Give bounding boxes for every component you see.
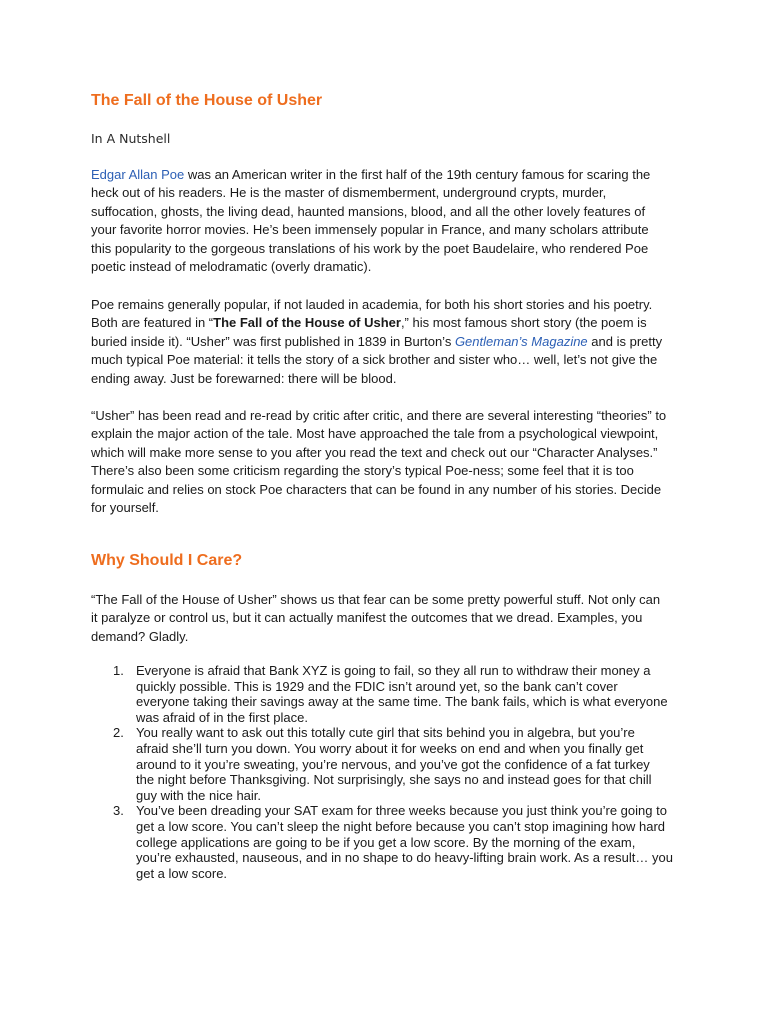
list-item (91, 663, 691, 725)
paragraph-intro (91, 166, 681, 276)
story-title-bold: The Fall of the House of Usher (213, 315, 401, 331)
paragraph-line: Poe remains generally popular, if not lauded in academia, for both his short stories and his poetry. (91, 297, 653, 312)
paragraph-line: which will make more sense to you after you read the text and check out our “Character Analyses.” (91, 444, 658, 460)
list-line: you’re exhausted, nauseous, and in no shape to do heavy-lifting brain work. As a result… you (136, 850, 673, 866)
list-line: the night before Thanksgiving. Not surprisingly, she says no and instead goes for that chill (136, 772, 652, 788)
paragraph-line: your favorite horror movies. He’s been immensely popular in France, and many scholars attribute (91, 222, 649, 238)
examples-list (91, 663, 691, 881)
list-line: around to it you’re sweating, you’re nervous, and you’ve got the confidence of a fat turkey (136, 756, 650, 772)
page-title: The Fall of the House of Usher (91, 92, 323, 109)
list-line: guy with the nice hair. (136, 787, 262, 803)
paragraph-line: it paralyze or control us, but it can actually manifest the outcomes that we dread. Examples, you (91, 610, 643, 626)
paragraph-line: There’s also been some criticism regarding the story’s typical Poe-ness; some feel that it is too (91, 463, 634, 479)
list-line: Everyone is afraid that Bank XYZ is going to fail, so they all run to withdraw their money a (136, 663, 651, 678)
paragraph-line: “Usher” has been read and re-read by critic after critic, and there are several interesting “theories” to (91, 408, 667, 423)
list-line: You really want to ask out this totally cute girl that sits behind you in algebra, but you’re (136, 725, 635, 741)
list-line: college applications are going to be if you get a low score. By the morning of the exam, (136, 834, 636, 850)
list-number: 1. (113, 663, 124, 678)
section-heading-nutshell: In A Nutshell (91, 131, 171, 146)
list-line: You’ve been dreading your SAT exam for three weeks because you just think you’re going to (136, 803, 667, 819)
paragraph-line: much typical Poe material: it tells the story of a sick brother and sister who… well, let’s not give the (91, 352, 658, 368)
poe-link[interactable]: Edgar Allan Poe (91, 167, 185, 182)
list-line: get a low score. You can’t sleep the night before because you can’t stop imagining how hard (136, 818, 666, 834)
paragraph-line: Edgar Allan Poe was an American writer in the first half of the 19th century famous for scaring the (91, 167, 651, 182)
paragraph-line: ending away. Just be forewarned: there will be blood. (91, 370, 397, 386)
paragraph-line: demand? Gladly. (91, 628, 189, 644)
paragraph-line: “The Fall of the House of Usher” shows us that fear can be some pretty powerful stuff. Not only can (91, 592, 661, 607)
paragraph-popularity (91, 296, 681, 388)
paragraph-line: explain the major action of the tale. Most have approached the tale from a psychological viewpoint, (91, 426, 659, 442)
paragraph-line: buried inside it). “Usher” was first published in 1839 in Burton’s Gentleman’s Magazine and is pretty (91, 333, 663, 349)
paragraph-line: Both are featured in “The Fall of the House of Usher,” his most famous short story (the poem is (91, 315, 647, 331)
paragraph-line: this popularity to the gorgeous translations of his work by the poet Baudelaire, who rendered Poe (91, 240, 649, 256)
list-item (91, 725, 691, 803)
paragraph-line: poetic instead of melodramatic (overly dramatic). (91, 258, 372, 274)
gentlemans-magazine-link[interactable]: Gentleman’s Magazine (454, 333, 588, 349)
section-heading-why-care: Why Should I Care? (91, 552, 243, 569)
list-line: quickly possible. This is 1929 and the FDIC isn’t around yet, so the bank can’t cover (136, 678, 618, 694)
list-number: 2. (113, 725, 124, 741)
paragraph-line: formulaic and relies on stock Poe characters that can be found in any number of his stories. Decide (91, 481, 662, 497)
paragraph-line: heck out of his readers. He is the master of dismemberment, underground crypts, murder, (91, 185, 607, 201)
paragraph-critics (91, 407, 681, 517)
paragraph-line: suffocation, ghosts, the living dead, haunted mansions, blood, and all the other lovely features of (91, 203, 646, 219)
list-item (91, 803, 691, 881)
list-line: everyone taking their savings away at the same time. The bank fails, which is what everyone (136, 694, 668, 710)
paragraph-line: for yourself. (91, 499, 159, 515)
list-number: 3. (113, 803, 124, 819)
list-line: get a low score. (136, 865, 228, 881)
list-line: afraid she’ll turn you down. You worry about it for weeks on end and when you finally get (136, 740, 644, 756)
list-line: was afraid of in the first place. (136, 709, 308, 725)
paragraph-why-care-intro (91, 591, 681, 646)
